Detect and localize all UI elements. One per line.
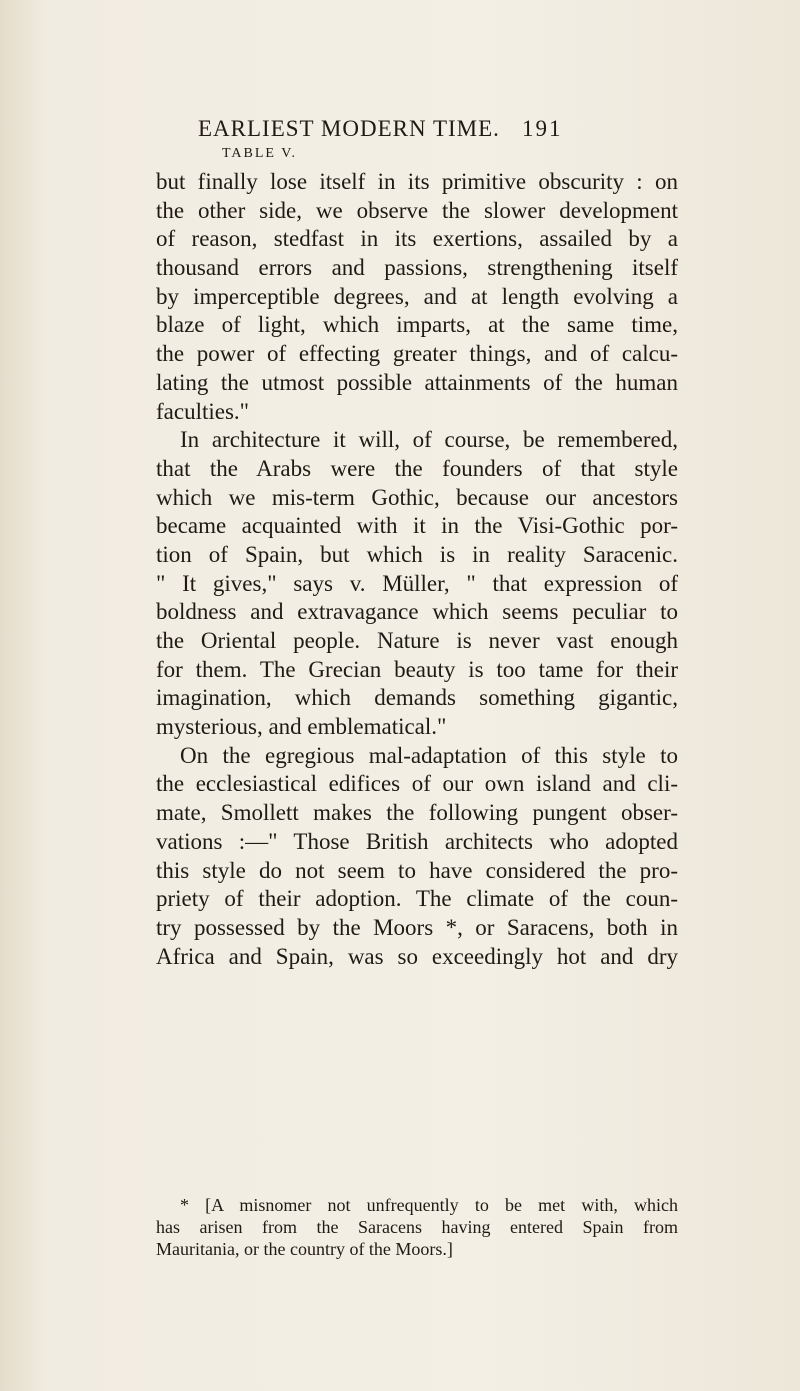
text-line: this style do not seem to have considered the pro- xyxy=(156,857,678,883)
text-line: which we mis-term Gothic, because our ancestors xyxy=(156,484,678,510)
footnote-line: Mauritania, or the country of the Moors.] xyxy=(156,1239,453,1259)
text-line: by imperceptible degrees, and at length evolving a xyxy=(156,283,678,309)
text-line: On the egregious mal-adaptation of this style to xyxy=(180,742,678,768)
text-line: of reason, stedfast in its exertions, assailed by a xyxy=(156,226,678,252)
text-line: faculties." xyxy=(156,398,250,424)
running-head-title: EARLIEST MODERN TIME. xyxy=(198,116,500,141)
text-line: the other side, we observe the slower development xyxy=(156,197,678,223)
text-line: imagination, which demands something gigantic, xyxy=(156,685,678,711)
text-line: Africa and Spain, was so exceedingly hot and dry xyxy=(156,943,678,969)
text-line: the power of effecting greater things, and of calcu- xyxy=(156,341,678,367)
text-line: mate, Smollett makes the following pungent obser- xyxy=(156,800,678,826)
text-line: the Oriental people. Nature is never vast enough xyxy=(156,628,678,653)
text-line: thousand errors and passions, strengthening itself xyxy=(156,255,678,281)
text-line: mysterious, and emblematical." xyxy=(156,714,447,740)
body-text xyxy=(156,168,678,971)
page-number: 191 xyxy=(522,116,563,141)
text-line: boldness and extravagance which seems peculiar to xyxy=(156,599,678,625)
text-line: " It gives," says v. Müller, " that expression of xyxy=(156,570,678,596)
text-line: priety of their adoption. The climate of the coun- xyxy=(156,886,678,912)
text-line: the ecclesiastical edifices of our own island and cli- xyxy=(156,771,678,797)
footnote-line: * [A misnomer not unfrequently to be met with, which xyxy=(180,1195,678,1215)
text-line: tion of Spain, but which is in reality Saracenic. xyxy=(156,541,678,567)
table-label: TABLE V. xyxy=(222,146,298,161)
text-line: blaze of light, which imparts, at the same time, xyxy=(156,312,678,338)
text-line: that the Arabs were the founders of that style xyxy=(156,455,678,481)
text-line: In architecture it will, of course, be remembered, xyxy=(180,427,678,453)
text-line: vations :—" Those British architects who adopted xyxy=(156,828,678,854)
footnote-line: has arisen from the Saracens having entered Spain from xyxy=(156,1217,678,1237)
text-line: try possessed by the Moors *, or Saracens, both in xyxy=(156,914,678,940)
text-line: but finally lose itself in its primitive obscurity : on xyxy=(156,169,678,194)
text-line: became acquainted with it in the Visi-Gothic por- xyxy=(156,513,678,539)
running-head xyxy=(0,116,800,146)
text-line: for them. The Grecian beauty is too tame for their xyxy=(156,656,678,682)
text-line: lating the utmost possible attainments of the human xyxy=(156,369,678,395)
footnote xyxy=(156,1194,678,1260)
